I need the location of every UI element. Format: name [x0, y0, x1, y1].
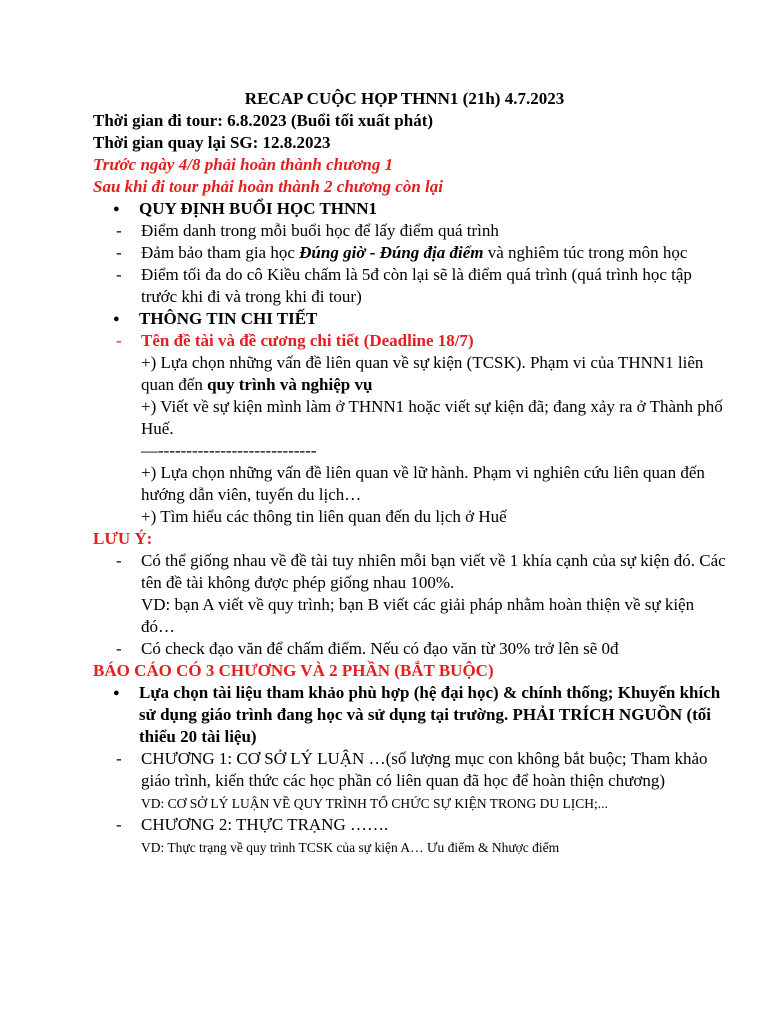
note-heading: LƯU Ý:	[93, 529, 153, 548]
references-item	[93, 682, 728, 748]
topic-item	[93, 330, 728, 352]
departure-time: Thời gian đi tour: 6.8.2023 (Buổi tối xuất phát)	[93, 111, 434, 130]
topic-option-bold: quy trình và nghiệp vụ	[207, 375, 373, 394]
dash-marker: -	[116, 265, 122, 284]
chapter2-text: CHƯƠNG 2: THỰC TRẠNG …….	[141, 815, 389, 834]
note-item	[93, 550, 728, 638]
topic-option	[141, 352, 728, 396]
rules-item-text	[141, 242, 728, 264]
topic-option: +) Viết về sự kiện mình làm ở THNN1 hoặc viết sự kiện đã; đang xảy ra ở Thành phố Huế.	[141, 397, 723, 438]
details-heading-item	[93, 308, 728, 330]
rules-heading-item	[93, 198, 728, 220]
report-heading: BÁO CÁO CÓ 3 CHƯƠNG VÀ 2 PHẦN (BẮT BUỘC)	[93, 661, 494, 680]
topic-option: +) Lựa chọn những vấn đề liên quan về lữ hành. Phạm vi nghiên cứu liên quan đến hướng dẫn viên, tuyến du lịch…	[141, 463, 705, 504]
document-title: RECAP CUỘC HỌP THNN1 (21h) 4.7.2023	[244, 89, 565, 108]
dash-marker: -	[116, 749, 122, 768]
topic-option-text: +) Lựa chọn những vấn đề liên quan về sự kiện (TCSK). Phạm vi của THNN1 liên quan đến	[141, 353, 704, 394]
remaining-chapters-deadline: Sau khi đi tour phải hoàn thành 2 chương còn lại	[93, 177, 443, 196]
bullet-marker: ●	[113, 313, 120, 325]
references-text: Lựa chọn tài liệu tham khảo phù hợp (hệ đại học) & chính thống; Khuyến khích sử dụng giáo trình đang học và sử dụng tại trường. PHẢI TRÍCH NGUỒN (tối thiểu 20 tài liệu)	[139, 683, 721, 746]
chapter1-example: VD: CƠ SỞ LÝ LUẬN VỀ QUY TRÌNH TỔ CHỨC SỰ KIỆN TRONG DU LỊCH;...	[141, 796, 608, 811]
chapter1-deadline: Trước ngày 4/8 phải hoàn thành chương 1	[93, 155, 394, 174]
separator-line: —----------------------------	[141, 441, 317, 460]
chapter-item	[93, 814, 728, 858]
dash-marker: -	[116, 551, 122, 570]
note-item-example: VD: bạn A viết về quy trình; bạn B viết các giải pháp nhằm hoàn thiện về sự kiện đó…	[141, 595, 695, 636]
dash-marker: -	[116, 221, 122, 240]
bullet-marker: ●	[113, 203, 120, 215]
topic-deadline: Tên đề tài và đề cương chi tiết (Deadline 18/7)	[141, 331, 474, 350]
dash-marker: -	[116, 639, 122, 658]
note-item-text: Có check đạo văn để chấm điểm. Nếu có đạo văn từ 30% trở lên sẽ 0đ	[141, 639, 619, 658]
rules-item	[93, 242, 728, 264]
dash-marker: -	[116, 815, 122, 834]
note-item	[93, 638, 728, 660]
rules-item	[93, 220, 728, 242]
return-time: Thời gian quay lại SG: 12.8.2023	[93, 133, 331, 152]
dash-marker: -	[116, 331, 122, 350]
rules-item-text: Điểm danh trong mỗi buổi học để lấy điểm quá trình	[141, 221, 499, 240]
rules-item-text-pre: Đảm bảo tham gia học	[141, 243, 300, 262]
chapter-item	[93, 748, 728, 814]
rules-item	[93, 264, 728, 308]
rules-heading: QUY ĐỊNH BUỔI HỌC THNN1	[139, 199, 378, 218]
dash-marker: -	[116, 243, 122, 262]
details-heading: THÔNG TIN CHI TIẾT	[139, 309, 318, 328]
topic-option: +) Tìm hiểu các thông tin liên quan đến du lịch ở Huế	[141, 507, 507, 526]
rules-item-text-post: và nghiêm túc trong môn học	[483, 243, 688, 262]
note-item-text: Có thể giống nhau về đề tài tuy nhiên mỗi bạn viết về 1 khía cạnh của sự kiện đó. Các tên đề tài không được phép giống nhau 100%.	[141, 551, 726, 592]
chapter2-example: VD: Thực trạng về quy trình TCSK của sự kiện A… Ưu điểm & Nhược điểm	[141, 840, 560, 855]
rules-item-emphasis: Đúng giờ - Đúng địa điểm	[299, 243, 484, 262]
chapter1-text: CHƯƠNG 1: CƠ SỞ LÝ LUẬN …(số lượng mục con không bắt buộc; Tham khảo giáo trình, kiến thức các học phần có liên quan đã học để hoàn thiện chương)	[141, 749, 708, 790]
rules-item-text: Điểm tối đa do cô Kiều chấm là 5đ còn lại sẽ là điểm quá trình (quá trình học tập trước khi đi và trong khi đi tour)	[141, 265, 692, 306]
bullet-marker: ●	[113, 687, 120, 699]
